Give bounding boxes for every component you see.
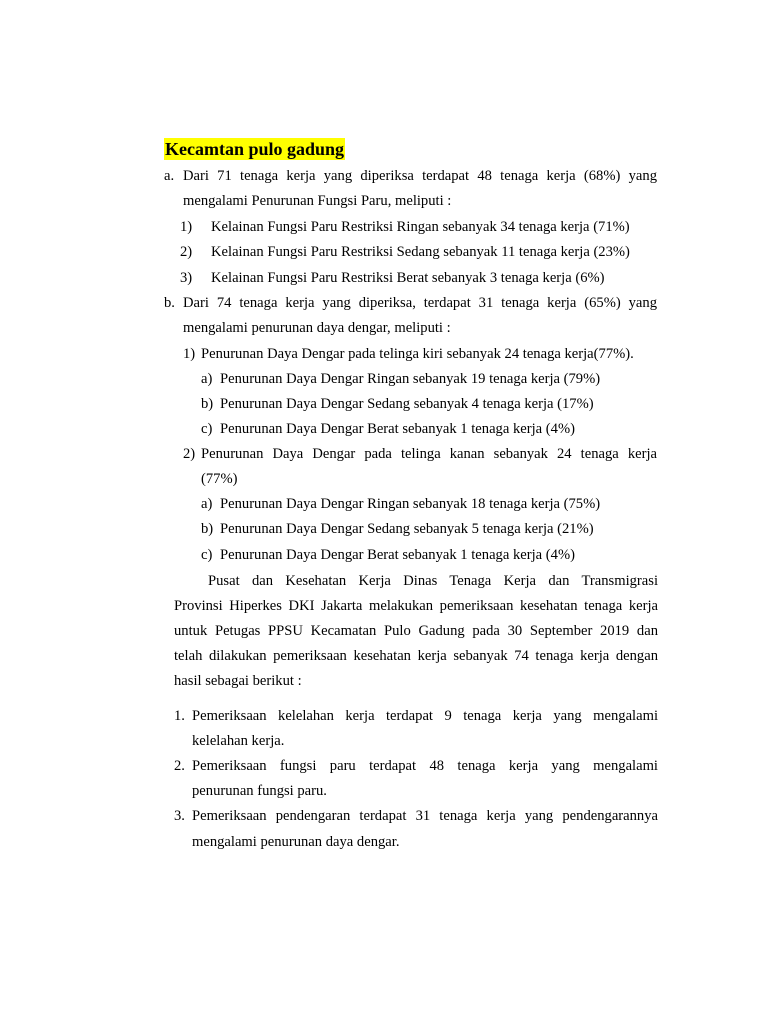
section-title: Kecamtan pulo gadung [165, 139, 345, 159]
paragraph-line-4: telah dilakukan pemeriksaan kesehatan kerja sebanyak 74 tenaga kerja dengan [174, 648, 658, 664]
result-2-line-2: penurunan fungsi paru. [192, 783, 327, 799]
item-b-2-line-2: (77%) [201, 471, 238, 487]
result-1-line-1: Pemeriksaan kelelahan kerja terdapat 9 tenaga kerja yang mengalami [192, 708, 658, 724]
list-marker-a-2: 2) [180, 244, 193, 260]
item-b-2-b-text: Penurunan Daya Dengar Sedang sebanyak 5 tenaga kerja (21%) [220, 521, 594, 537]
item-a-line-2: mengalami Penurunan Fungsi Paru, meliputi : [183, 193, 452, 209]
list-marker-b-1: 1) [183, 346, 196, 362]
item-b-1-a-text: Penurunan Daya Dengar Ringan sebanyak 19 tenaga kerja (79%) [220, 371, 601, 387]
item-b-1-b-text: Penurunan Daya Dengar Sedang sebanyak 4 tenaga kerja (17%) [220, 396, 594, 412]
item-b-2-line-1: Penurunan Daya Dengar pada telinga kanan sebanyak 24 tenaga kerja [201, 446, 657, 462]
list-marker-b-1-c: c) [201, 421, 213, 437]
list-marker-b-2-c: c) [201, 547, 213, 563]
item-a-2-text: Kelainan Fungsi Paru Restriksi Sedang sebanyak 11 tenaga kerja (23%) [211, 244, 630, 260]
list-marker-b-1-a: a) [201, 371, 213, 387]
result-2-line-1: Pemeriksaan fungsi paru terdapat 48 tenaga kerja yang mengalami [192, 758, 658, 774]
list-marker-a: a. [164, 168, 175, 184]
item-a-3-text: Kelainan Fungsi Paru Restriksi Berat sebanyak 3 tenaga kerja (6%) [211, 270, 605, 286]
list-marker-b: b. [164, 295, 175, 311]
item-b-2-a-text: Penurunan Daya Dengar Ringan sebanyak 18 tenaga kerja (75%) [220, 496, 601, 512]
item-a-1-text: Kelainan Fungsi Paru Restriksi Ringan sebanyak 34 tenaga kerja (71%) [211, 219, 630, 235]
paragraph-line-1: Pusat dan Kesehatan Kerja Dinas Tenaga Kerja dan Transmigrasi [208, 573, 658, 589]
item-b-line-2: mengalami penurunan daya dengar, meliputi : [183, 320, 451, 336]
item-b-line-1: Dari 74 tenaga kerja yang diperiksa, terdapat 31 tenaga kerja (65%) yang [183, 295, 657, 311]
result-3-line-1: Pemeriksaan pendengaran terdapat 31 tenaga kerja yang pendengarannya [192, 808, 658, 824]
list-marker-b-2-b: b) [201, 521, 214, 537]
result-marker-2: 2. [174, 758, 185, 774]
result-3-line-2: mengalami penurunan daya dengar. [192, 834, 400, 850]
item-b-1-c-text: Penurunan Daya Dengar Berat sebanyak 1 tenaga kerja (4%) [220, 421, 575, 437]
paragraph-line-2: Provinsi Hiperkes DKI Jakarta melakukan pemeriksaan kesehatan tenaga kerja [174, 598, 658, 614]
item-b-1-text: Penurunan Daya Dengar pada telinga kiri sebanyak 24 tenaga kerja(77%). [201, 346, 634, 362]
result-marker-1: 1. [174, 708, 185, 724]
list-marker-a-3: 3) [180, 270, 193, 286]
list-marker-b-1-b: b) [201, 396, 214, 412]
paragraph-line-5: hasil sebagai berikut : [174, 673, 302, 689]
result-1-line-2: kelelahan kerja. [192, 733, 285, 749]
list-marker-b-2-a: a) [201, 496, 213, 512]
item-a-line-1: Dari 71 tenaga kerja yang diperiksa terdapat 48 tenaga kerja (68%) yang [183, 168, 657, 184]
list-marker-a-1: 1) [180, 219, 193, 235]
item-b-2-c-text: Penurunan Daya Dengar Berat sebanyak 1 tenaga kerja (4%) [220, 547, 575, 563]
result-marker-3: 3. [174, 808, 185, 824]
list-marker-b-2: 2) [183, 446, 196, 462]
paragraph-line-3: untuk Petugas PPSU Kecamatan Pulo Gadung pada 30 September 2019 dan [174, 623, 658, 639]
